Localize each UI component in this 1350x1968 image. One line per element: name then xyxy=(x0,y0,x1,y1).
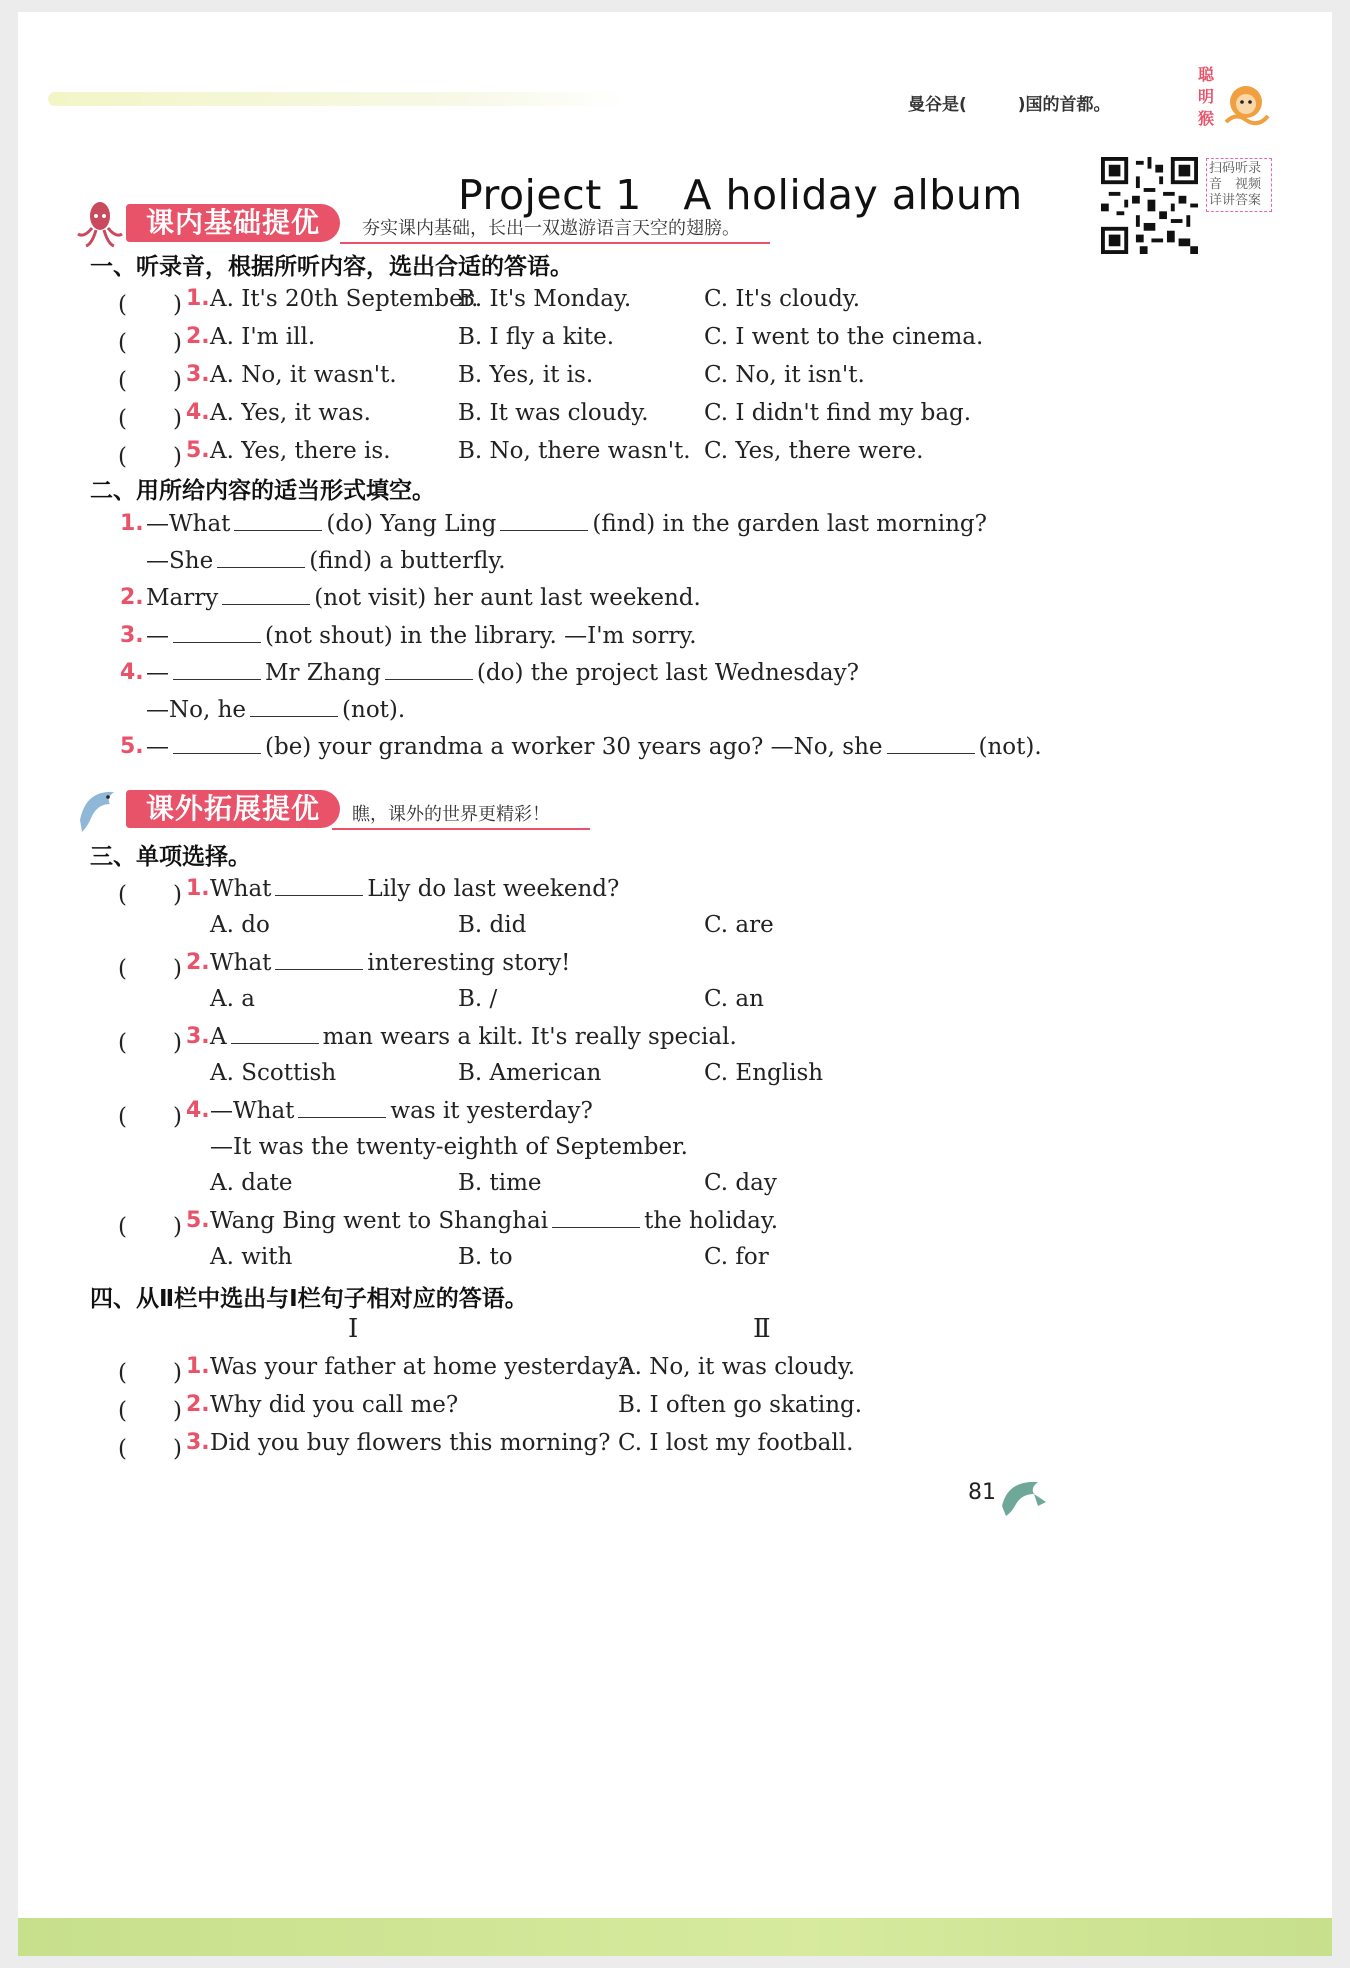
s3-options-1 xyxy=(18,912,1332,948)
section-heading-1: 一、听录音，根据所听内容，选出合适的答语。 xyxy=(90,254,573,280)
option-a: A. Yes, it was. xyxy=(210,400,371,426)
fill-blank[interactable] xyxy=(250,698,338,717)
fill-blank[interactable] xyxy=(385,661,473,680)
s2-item-3 xyxy=(18,623,1332,659)
s1-item-1 xyxy=(18,286,1332,322)
option-c: C. No, it isn't. xyxy=(704,362,865,388)
fill-blank[interactable] xyxy=(552,1209,640,1228)
fill-blank[interactable] xyxy=(173,735,261,754)
banner-label: 课内基础提优 xyxy=(126,204,340,242)
item-number: 3. xyxy=(186,362,210,387)
section-heading-4: 四、从Ⅱ栏中选出与Ⅰ栏句子相对应的答语。 xyxy=(90,1286,528,1312)
question: —What was it yesterday? xyxy=(210,1098,593,1124)
item-number: 2. xyxy=(186,950,210,975)
item-number: 5. xyxy=(186,1208,210,1233)
footer-band xyxy=(18,1918,1332,1956)
answer-blank[interactable]: ( ) xyxy=(118,956,182,982)
s1-item-5 xyxy=(18,438,1332,474)
item-number: 4. xyxy=(120,660,144,685)
item-number: 2. xyxy=(120,585,144,610)
option-a: A. It's 20th September. xyxy=(210,286,479,312)
answer-blank[interactable]: ( ) xyxy=(118,406,182,432)
answer-blank[interactable]: ( ) xyxy=(118,368,182,394)
question: What interesting story! xyxy=(210,950,571,976)
fill-blank[interactable] xyxy=(173,624,261,643)
sentence: —What (do) Yang Ling (find) in the garden last morning? xyxy=(146,511,987,537)
option-a: A. do xyxy=(210,912,270,938)
dolphin-decoration-icon xyxy=(998,1472,1052,1518)
option-c: C. day xyxy=(704,1170,777,1196)
s2-item-1 xyxy=(18,511,1332,547)
svg-text:猴: 猴 xyxy=(1198,109,1215,128)
s2-item-1b xyxy=(18,548,1332,584)
banner-extended xyxy=(70,788,590,832)
fill-blank[interactable] xyxy=(887,735,975,754)
s3-options-2 xyxy=(18,986,1332,1022)
fill-blank[interactable] xyxy=(222,586,310,605)
option-b: B. to xyxy=(458,1244,513,1270)
s4-item-3 xyxy=(18,1430,1332,1466)
page-title: Project 1 A holiday album xyxy=(458,171,1023,219)
s1-item-4 xyxy=(18,400,1332,436)
answer-blank[interactable]: ( ) xyxy=(118,1030,182,1056)
answer-blank[interactable]: ( ) xyxy=(118,1360,182,1386)
fill-blank[interactable] xyxy=(500,512,588,531)
column1-sentence: Why did you call me? xyxy=(210,1392,459,1418)
s2-item-5 xyxy=(18,734,1332,770)
fill-blank[interactable] xyxy=(173,661,261,680)
item-number: 1. xyxy=(186,1354,210,1379)
sentence: Marry (not visit) her aunt last weekend. xyxy=(146,585,701,611)
s4-item-1 xyxy=(18,1354,1332,1390)
option-b: B. Yes, it is. xyxy=(458,362,594,388)
option-a: A. Yes, there is. xyxy=(210,438,391,464)
s3-item-4b xyxy=(18,1134,1332,1170)
column1-sentence: Did you buy flowers this morning? xyxy=(210,1430,611,1456)
option-a: A. I'm ill. xyxy=(210,324,316,350)
column2-answer: B. I often go skating. xyxy=(618,1392,863,1418)
item-number: 4. xyxy=(186,1098,210,1123)
dolphin-mascot-icon xyxy=(70,780,130,840)
answer-blank[interactable]: ( ) xyxy=(118,882,182,908)
column1-sentence: Was your father at home yesterday? xyxy=(210,1354,631,1380)
option-a: A. a xyxy=(210,986,255,1012)
s3-options-4 xyxy=(18,1170,1332,1206)
option-a: A. date xyxy=(210,1170,293,1196)
question-response: —It was the twenty-eighth of September. xyxy=(210,1134,688,1160)
riddle-text: 曼谷是( )国的首都。 xyxy=(908,95,1111,115)
workbook-page xyxy=(18,12,1332,1956)
item-number: 3. xyxy=(186,1024,210,1049)
answer-blank[interactable]: ( ) xyxy=(118,1214,182,1240)
option-b: B. / xyxy=(458,986,498,1012)
s3-item-2 xyxy=(18,950,1332,986)
option-a: A. with xyxy=(210,1244,293,1270)
item-number: 3. xyxy=(186,1430,210,1455)
s2-item-4b xyxy=(18,697,1332,733)
option-b: B. No, there wasn't. xyxy=(458,438,691,464)
item-number: 1. xyxy=(186,286,210,311)
squid-mascot-icon xyxy=(70,194,130,254)
answer-blank[interactable]: ( ) xyxy=(118,292,182,318)
fill-blank[interactable] xyxy=(231,1025,319,1044)
column-header-1: Ⅰ xyxy=(348,1314,359,1344)
svg-text:明: 明 xyxy=(1198,87,1215,106)
s3-item-5 xyxy=(18,1208,1332,1244)
fill-blank[interactable] xyxy=(298,1099,386,1118)
sentence: — Mr Zhang (do) the project last Wednesday? xyxy=(146,660,859,686)
qr-label: 扫码听录音 视频详讲答案 xyxy=(1206,158,1272,212)
s3-item-4 xyxy=(18,1098,1332,1134)
option-a: A. No, it wasn't. xyxy=(210,362,397,388)
banner-underline xyxy=(340,242,770,244)
item-number: 5. xyxy=(186,438,210,463)
answer-blank[interactable]: ( ) xyxy=(118,1104,182,1130)
option-b: B. time xyxy=(458,1170,542,1196)
option-a: A. Scottish xyxy=(210,1060,337,1086)
item-number: 3. xyxy=(120,623,144,648)
question: Wang Bing went to Shanghai the holiday. xyxy=(210,1208,779,1234)
page-number: 81 xyxy=(968,1480,996,1505)
item-number: 4. xyxy=(186,400,210,425)
column2-answer: C. I lost my football. xyxy=(618,1430,854,1456)
banner-slogan: 夯实课内基础，长出一双遨游语言天空的翅膀。 xyxy=(362,218,740,239)
banner-label: 课外拓展提优 xyxy=(126,790,340,828)
answer-blank[interactable]: ( ) xyxy=(118,444,182,470)
fill-blank[interactable] xyxy=(217,549,305,568)
question: What Lily do last weekend? xyxy=(210,876,620,902)
answer-blank[interactable]: ( ) xyxy=(118,1436,182,1462)
fill-blank[interactable] xyxy=(275,951,363,970)
monkey-mascot-icon xyxy=(1196,62,1276,132)
s3-item-3 xyxy=(18,1024,1332,1060)
option-b: B. It was cloudy. xyxy=(458,400,649,426)
item-number: 5. xyxy=(120,734,144,759)
s3-item-1 xyxy=(18,876,1332,912)
option-c: C. It's cloudy. xyxy=(704,286,861,312)
option-c: C. English xyxy=(704,1060,824,1086)
option-c: C. Yes, there were. xyxy=(704,438,924,464)
option-c: C. I didn't find my bag. xyxy=(704,400,972,426)
s2-item-2 xyxy=(18,585,1332,621)
s1-item-2 xyxy=(18,324,1332,360)
item-number: 2. xyxy=(186,1392,210,1417)
s3-options-5 xyxy=(18,1244,1332,1280)
column-header-2: Ⅱ xyxy=(753,1314,771,1344)
column2-answer: A. No, it was cloudy. xyxy=(618,1354,856,1380)
sentence: —She (find) a butterfly. xyxy=(146,548,506,574)
option-b: B. It's Monday. xyxy=(458,286,632,312)
answer-blank[interactable]: ( ) xyxy=(118,330,182,356)
option-c: C. for xyxy=(704,1244,769,1270)
banner-underline xyxy=(332,828,590,830)
fill-blank[interactable] xyxy=(234,512,322,531)
s1-item-3 xyxy=(18,362,1332,398)
fill-blank[interactable] xyxy=(275,877,363,896)
option-c: C. I went to the cinema. xyxy=(704,324,984,350)
sentence: —No, he (not). xyxy=(146,697,406,723)
sentence: — (be) your grandma a worker 30 years ago? —No, she (not). xyxy=(146,734,1042,760)
sentence: — (not shout) in the library. —I'm sorry. xyxy=(146,623,697,649)
qr-code-icon[interactable] xyxy=(1101,157,1198,254)
banner-slogan: 瞧，课外的世界更精彩！ xyxy=(352,804,550,825)
banner-in-class xyxy=(70,202,770,246)
option-c: C. are xyxy=(704,912,774,938)
s2-item-4 xyxy=(18,660,1332,696)
question: A man wears a kilt. It's really special. xyxy=(210,1024,737,1050)
svg-text:聪: 聪 xyxy=(1198,65,1215,84)
option-b: B. American xyxy=(458,1060,602,1086)
section-heading-2: 二、用所给内容的适当形式填空。 xyxy=(90,478,435,504)
item-number: 1. xyxy=(186,876,210,901)
option-b: B. I fly a kite. xyxy=(458,324,615,350)
s3-options-3 xyxy=(18,1060,1332,1096)
item-number: 2. xyxy=(186,324,210,349)
section-heading-3: 三、单项选择。 xyxy=(90,844,251,870)
item-number: 1. xyxy=(120,511,144,536)
option-c: C. an xyxy=(704,986,764,1012)
s4-item-2 xyxy=(18,1392,1332,1428)
header-band xyxy=(48,92,628,106)
option-b: B. did xyxy=(458,912,527,938)
answer-blank[interactable]: ( ) xyxy=(118,1398,182,1424)
